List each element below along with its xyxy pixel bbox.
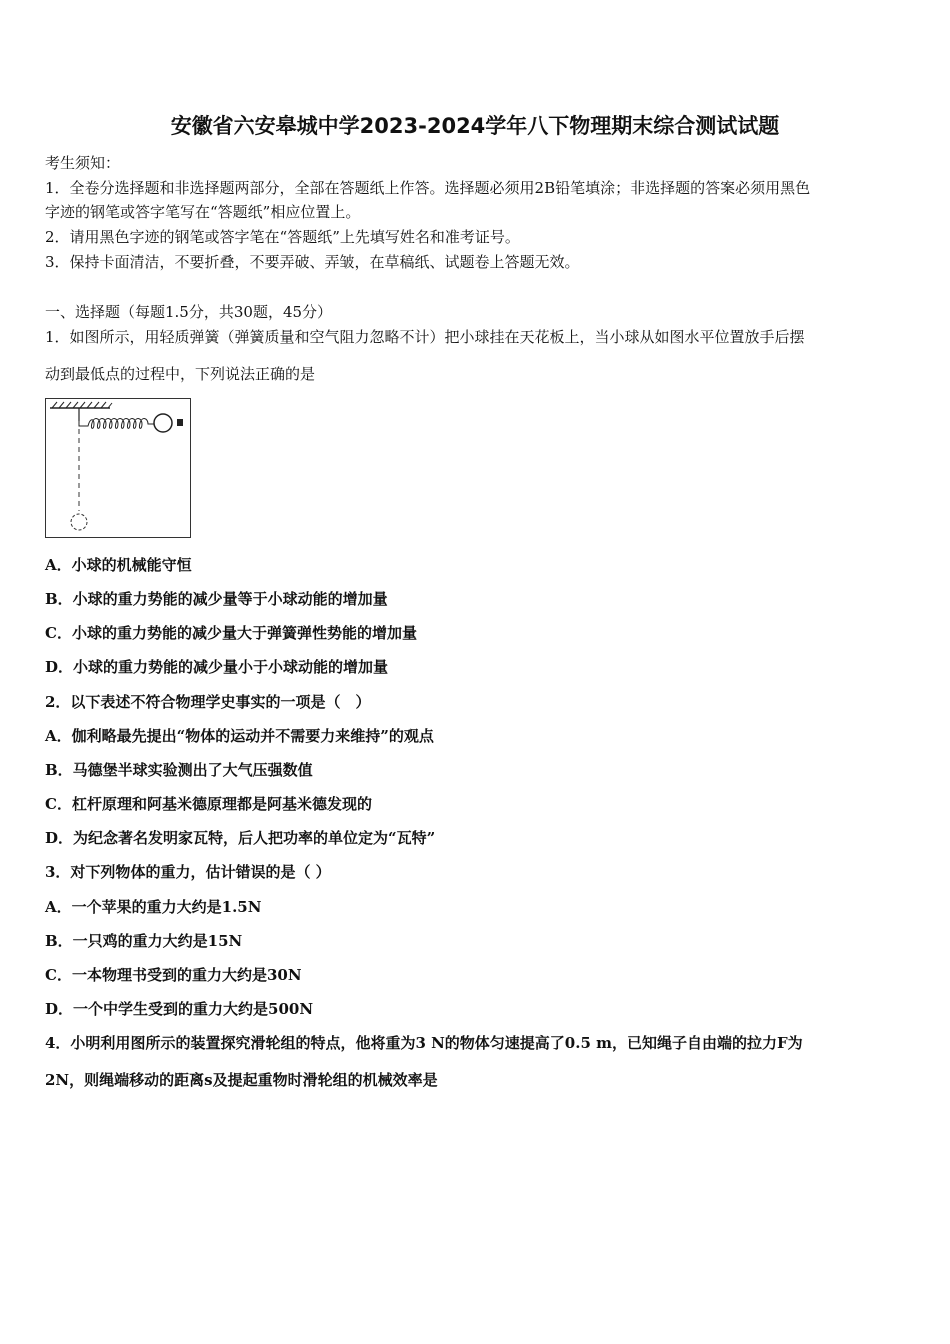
ceiling-hatching <box>52 402 112 408</box>
notice-line: 字迹的钢笔或答字笔写在“答题纸”相应位置上。 <box>45 203 361 221</box>
q2-option: A．伽利略最先提出“物体的运动并不需要力来维持”的观点 <box>45 727 434 745</box>
q3-option: D．一个中学生受到的重力大约是500N <box>45 1000 314 1018</box>
q3-option: B．一只鸡的重力大约是15N <box>45 932 243 950</box>
q2-option: D．为纪念著名发明家瓦特，后人把功率的单位定为“瓦特” <box>45 829 436 847</box>
ball-start <box>154 414 172 432</box>
spring-pendulum-figure <box>45 398 191 538</box>
hand-marker <box>177 419 183 426</box>
notice-line: 2．请用黑色字迹的钢笔或答字笔在“答题纸”上先填写姓名和准考证号。 <box>45 228 520 246</box>
q3-option: C．一本物理书受到的重力大约是30N <box>45 966 302 984</box>
q2-option: B．马德堡半球实验测出了大气压强数值 <box>45 761 313 779</box>
question-4-stem-cont: 2N，则绳端移动的距离s及提起重物时滑轮组的机械效率是 <box>45 1071 438 1089</box>
page-title: 安徽省六安皋城中学2023-2024学年八下物理期末综合测试试题 <box>170 114 780 138</box>
question-3-stem: 3．对下列物体的重力，估计错误的是（ ） <box>45 863 331 881</box>
question-1-stem-cont: 动到最低点的过程中，下列说法正确的是 <box>45 365 316 383</box>
q3-option: A．一个苹果的重力大约是1.5N <box>45 898 262 916</box>
question-2-stem: 2．以下表述不符合物理学史事实的一项是（ ） <box>45 693 371 711</box>
notice-line: 3．保持卡面清洁，不要折叠，不要弄破、弄皱，在草稿纸、试题卷上答题无效。 <box>45 253 580 271</box>
spring-coil <box>79 419 154 429</box>
section-heading: 一、选择题（每题1.5分，共30题，45分） <box>45 303 333 321</box>
q1-option: C．小球的重力势能的减少量大于弹簧弹性势能的增加量 <box>45 624 417 642</box>
question-1-stem: 1．如图所示，用轻质弹簧（弹簧质量和空气阻力忽略不计）把小球挂在天花板上，当小球从如图水平位置放手后摆 <box>45 328 805 346</box>
q1-option: B．小球的重力势能的减少量等于小球动能的增加量 <box>45 590 388 608</box>
question-4-stem: 4．小明利用图所示的装置探究滑轮组的特点，他将重为3 N的物体匀速提高了0.5 m，已知绳子自由端的拉力F为 <box>45 1034 803 1052</box>
q2-option: C．杠杆原理和阿基米德原理都是阿基米德发现的 <box>45 795 372 813</box>
notice-heading: 考生须知： <box>45 154 121 172</box>
q1-option: D．小球的重力势能的减少量小于小球动能的增加量 <box>45 658 389 676</box>
spring-pendulum-diagram <box>46 399 190 537</box>
notice-line: 1．全卷分选择题和非选择题两部分，全部在答题纸上作答。选择题必须用2B铅笔填涂；非选择题的答案必须用黑色 <box>45 179 811 197</box>
q1-option: A．小球的机械能守恒 <box>45 556 192 574</box>
ball-lowest <box>71 514 87 530</box>
